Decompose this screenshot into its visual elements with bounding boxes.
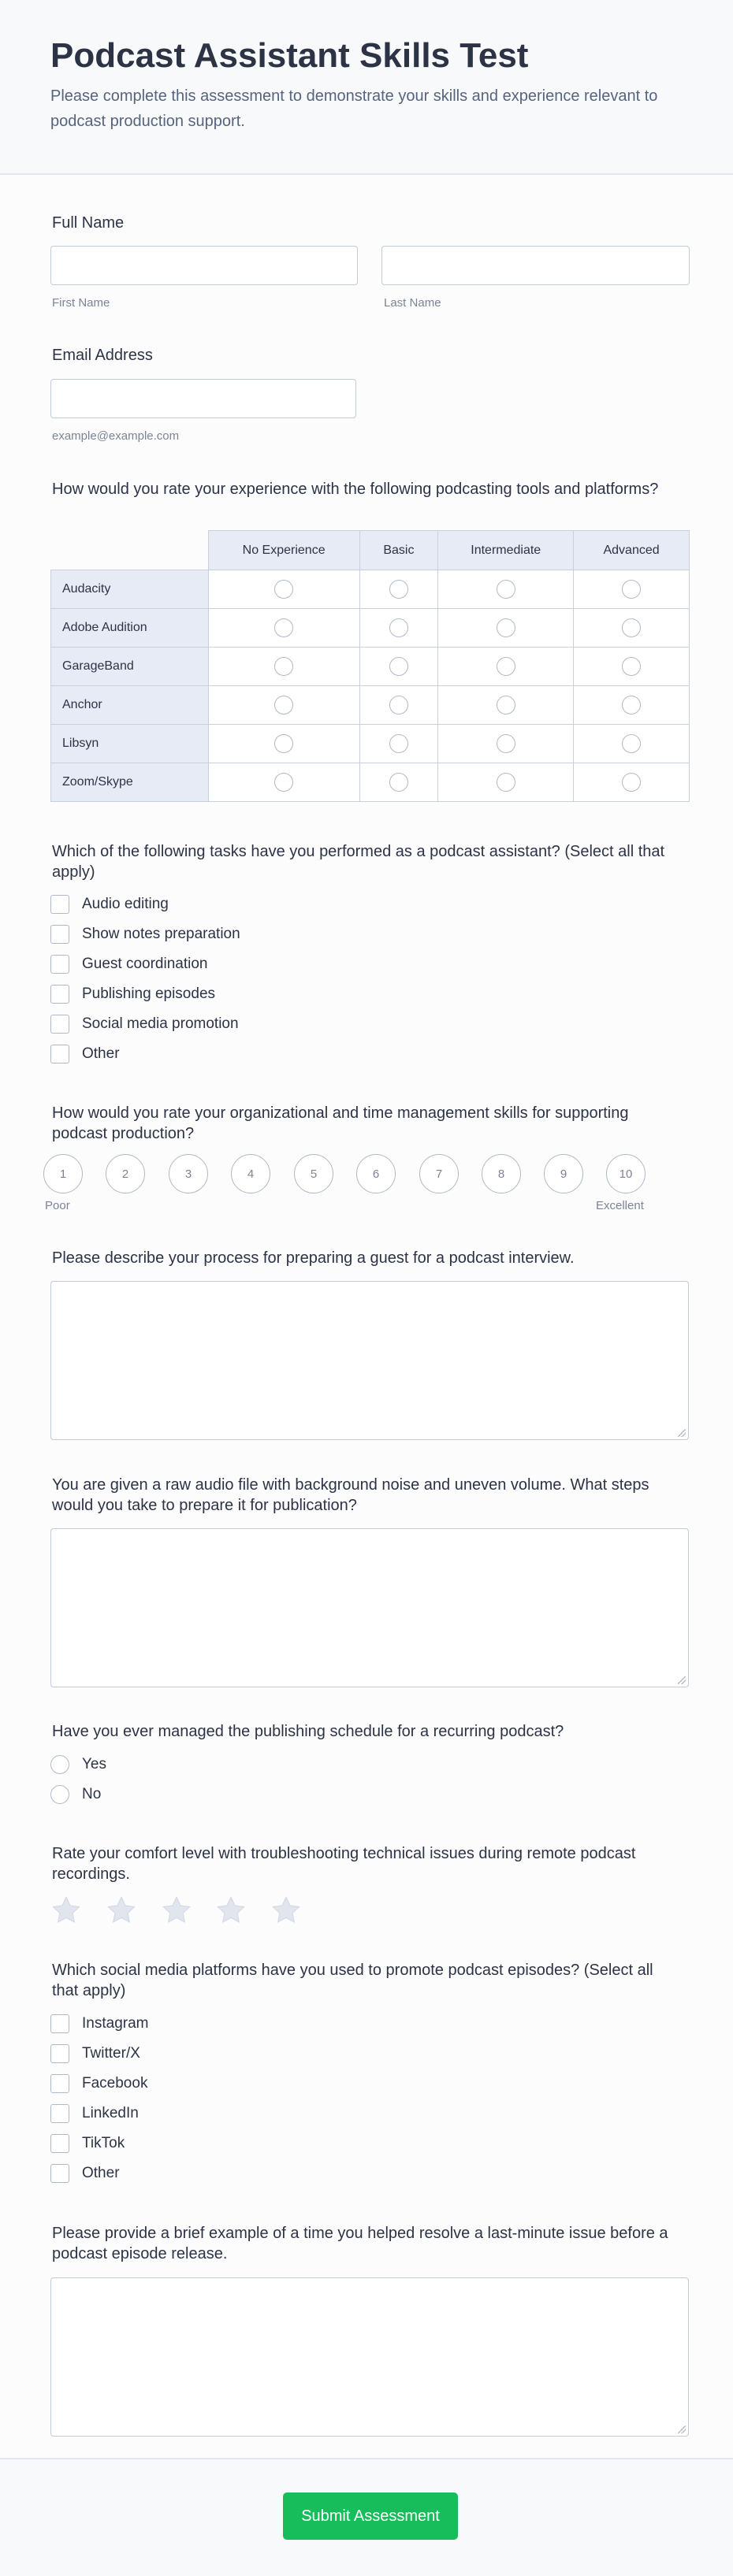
first-name-input[interactable] bbox=[50, 246, 358, 285]
matrix-row bbox=[51, 609, 690, 648]
scale-min-label: Poor bbox=[45, 1199, 70, 1212]
option-label: TikTok bbox=[82, 2135, 125, 2151]
checkbox[interactable] bbox=[50, 955, 69, 974]
checkbox[interactable] bbox=[50, 2104, 69, 2123]
option-label: Publishing episodes bbox=[82, 985, 216, 1002]
scale-option[interactable]: 5 bbox=[294, 1154, 333, 1193]
checkbox[interactable] bbox=[50, 1015, 69, 1034]
schedule-question: Have you ever managed the publishing schedule for a recurring podcast? bbox=[52, 1723, 564, 1740]
tasks-option[interactable] bbox=[50, 894, 169, 915]
rating-question: Rate your comfort level with troubleshooting technical issues during remote podcast recordings. bbox=[52, 1845, 636, 1883]
matrix-row-label: Zoom/Skype bbox=[51, 763, 209, 802]
option-label: Guest coordination bbox=[82, 956, 208, 972]
social-option[interactable] bbox=[50, 2133, 125, 2154]
scale-option[interactable]: 8 bbox=[482, 1154, 521, 1193]
matrix-row bbox=[51, 686, 690, 725]
matrix-radio[interactable] bbox=[389, 734, 408, 753]
guest-prep-textarea[interactable] bbox=[50, 1281, 689, 1440]
option-label: Instagram bbox=[82, 2015, 149, 2032]
scale-option[interactable]: 10 bbox=[606, 1154, 646, 1193]
matrix-radio[interactable] bbox=[389, 657, 408, 676]
matrix-corner bbox=[51, 531, 209, 570]
matrix-radio[interactable] bbox=[274, 734, 293, 753]
schedule-option[interactable] bbox=[50, 1754, 106, 1775]
star-icon[interactable] bbox=[270, 1894, 303, 1927]
last-name-sublabel: Last Name bbox=[384, 296, 441, 310]
scale-option[interactable]: 4 bbox=[231, 1154, 270, 1193]
checkbox[interactable] bbox=[50, 2074, 69, 2093]
social-option[interactable] bbox=[50, 2163, 120, 2184]
matrix-row-label: Libsyn bbox=[51, 725, 209, 763]
audio-steps-textarea[interactable] bbox=[50, 1528, 689, 1687]
email-sublabel: example@example.com bbox=[52, 429, 180, 443]
email-label: Email Address bbox=[52, 347, 153, 364]
resize-grip-icon[interactable] bbox=[678, 1676, 686, 1684]
checkbox[interactable] bbox=[50, 2044, 69, 2063]
scale-option[interactable]: 2 bbox=[106, 1154, 145, 1193]
option-label: Facebook bbox=[82, 2075, 148, 2092]
matrix-radio[interactable] bbox=[274, 618, 293, 637]
matrix-radio[interactable] bbox=[622, 734, 641, 753]
checkbox[interactable] bbox=[50, 2014, 69, 2033]
matrix-row-label: Audacity bbox=[51, 570, 209, 609]
resize-grip-icon[interactable] bbox=[678, 2426, 686, 2433]
social-option[interactable] bbox=[50, 2103, 139, 2124]
matrix-col-header: Advanced bbox=[574, 531, 690, 570]
scale-option[interactable]: 6 bbox=[356, 1154, 396, 1193]
last-minute-textarea[interactable] bbox=[50, 2277, 689, 2437]
radio[interactable] bbox=[50, 1755, 69, 1774]
resize-grip-icon[interactable] bbox=[678, 1429, 686, 1437]
matrix-col-header: Basic bbox=[359, 531, 438, 570]
star-icon[interactable] bbox=[50, 1894, 83, 1927]
matrix-question: How would you rate your experience with the following podcasting tools and platforms? bbox=[52, 481, 659, 498]
matrix-radio[interactable] bbox=[274, 696, 293, 715]
matrix-radio[interactable] bbox=[389, 618, 408, 637]
matrix-radio[interactable] bbox=[389, 696, 408, 715]
tasks-question: Which of the following tasks have you performed as a podcast assistant? (Select all that apply) bbox=[52, 843, 665, 881]
checkbox[interactable] bbox=[50, 2134, 69, 2153]
scale-option[interactable]: 1 bbox=[43, 1154, 83, 1193]
matrix-radio[interactable] bbox=[389, 773, 408, 792]
matrix-radio[interactable] bbox=[622, 580, 641, 599]
tools-matrix bbox=[50, 530, 690, 802]
matrix-radio[interactable] bbox=[497, 696, 515, 715]
form-footer bbox=[0, 2458, 733, 2576]
matrix-row-label: Anchor bbox=[51, 686, 209, 725]
checkbox[interactable] bbox=[50, 985, 69, 1004]
tasks-option[interactable] bbox=[50, 1014, 239, 1034]
option-label: No bbox=[82, 1786, 102, 1802]
tasks-option[interactable] bbox=[50, 984, 215, 1004]
social-option[interactable] bbox=[50, 2014, 148, 2034]
social-option[interactable] bbox=[50, 2043, 140, 2064]
matrix-radio[interactable] bbox=[274, 580, 293, 599]
matrix-row bbox=[51, 570, 690, 609]
matrix-radio[interactable] bbox=[497, 734, 515, 753]
checkbox[interactable] bbox=[50, 895, 69, 914]
matrix-row bbox=[51, 725, 690, 763]
matrix-col-header: No Experience bbox=[208, 531, 359, 570]
checkbox[interactable] bbox=[50, 2164, 69, 2183]
option-label: Other bbox=[82, 1045, 120, 1062]
matrix-radio[interactable] bbox=[389, 580, 408, 599]
matrix-radio[interactable] bbox=[497, 618, 515, 637]
matrix-radio[interactable] bbox=[497, 580, 515, 599]
matrix-col-header: Intermediate bbox=[438, 531, 574, 570]
scale-option[interactable]: 7 bbox=[419, 1154, 459, 1193]
matrix-radio[interactable] bbox=[622, 773, 641, 792]
social-option[interactable] bbox=[50, 2073, 147, 2094]
matrix-row-label: Adobe Audition bbox=[51, 609, 209, 648]
submit-button[interactable]: Submit Assessment bbox=[283, 2492, 458, 2540]
first-name-sublabel: First Name bbox=[52, 296, 110, 310]
form-title: Podcast Assistant Skills Test bbox=[50, 36, 529, 75]
guest-prep-question: Please describe your process for preparing a guest for a podcast interview. bbox=[52, 1249, 575, 1267]
audio-steps-question: You are given a raw audio file with background noise and uneven volume. What steps would you take to prepare it for publication? bbox=[52, 1476, 649, 1514]
option-label: Yes bbox=[82, 1756, 106, 1772]
option-label: Audio editing bbox=[82, 896, 169, 912]
option-label: Other bbox=[82, 2165, 120, 2181]
last-minute-question: Please provide a brief example of a time you helped resolve a last-minute issue before a podcast episode release. bbox=[52, 2225, 668, 2262]
matrix-radio[interactable] bbox=[622, 618, 641, 637]
scale-max-label: Excellent bbox=[596, 1199, 644, 1212]
matrix-row bbox=[51, 648, 690, 686]
star-icon[interactable] bbox=[160, 1894, 193, 1927]
tasks-option[interactable] bbox=[50, 924, 240, 945]
option-label: Social media promotion bbox=[82, 1015, 239, 1032]
checkbox[interactable] bbox=[50, 1045, 69, 1063]
option-label: LinkedIn bbox=[82, 2105, 139, 2121]
social-question: Which social media platforms have you used to promote podcast episodes? (Select all that apply) bbox=[52, 1962, 653, 1999]
full-name-label: Full Name bbox=[52, 214, 125, 232]
matrix-radio[interactable] bbox=[497, 773, 515, 792]
tasks-option[interactable] bbox=[50, 1044, 120, 1064]
schedule-option[interactable] bbox=[50, 1784, 101, 1805]
matrix-radio[interactable] bbox=[274, 773, 293, 792]
matrix-row-label: GarageBand bbox=[51, 648, 209, 686]
scale-option[interactable]: 3 bbox=[169, 1154, 208, 1193]
last-name-input[interactable] bbox=[381, 246, 690, 285]
checkbox[interactable] bbox=[50, 925, 69, 944]
option-label: Twitter/X bbox=[82, 2045, 140, 2062]
scale-question: How would you rate your organizational and time management skills for supporting podcast production? bbox=[52, 1104, 629, 1142]
matrix-radio[interactable] bbox=[274, 657, 293, 676]
scale-option[interactable]: 9 bbox=[544, 1154, 583, 1193]
matrix-radio[interactable] bbox=[622, 657, 641, 676]
matrix-row bbox=[51, 763, 690, 802]
star-icon[interactable] bbox=[214, 1894, 247, 1927]
form-header bbox=[0, 0, 733, 175]
radio[interactable] bbox=[50, 1785, 69, 1804]
matrix-radio[interactable] bbox=[622, 696, 641, 715]
tasks-option[interactable] bbox=[50, 954, 208, 974]
email-input[interactable] bbox=[50, 379, 356, 418]
form-description: Please complete this assessment to demonstrate your skills and experience relevant to podcast production support. bbox=[50, 87, 658, 130]
option-label: Show notes preparation bbox=[82, 926, 240, 942]
matrix-radio[interactable] bbox=[497, 657, 515, 676]
star-icon[interactable] bbox=[105, 1894, 138, 1927]
